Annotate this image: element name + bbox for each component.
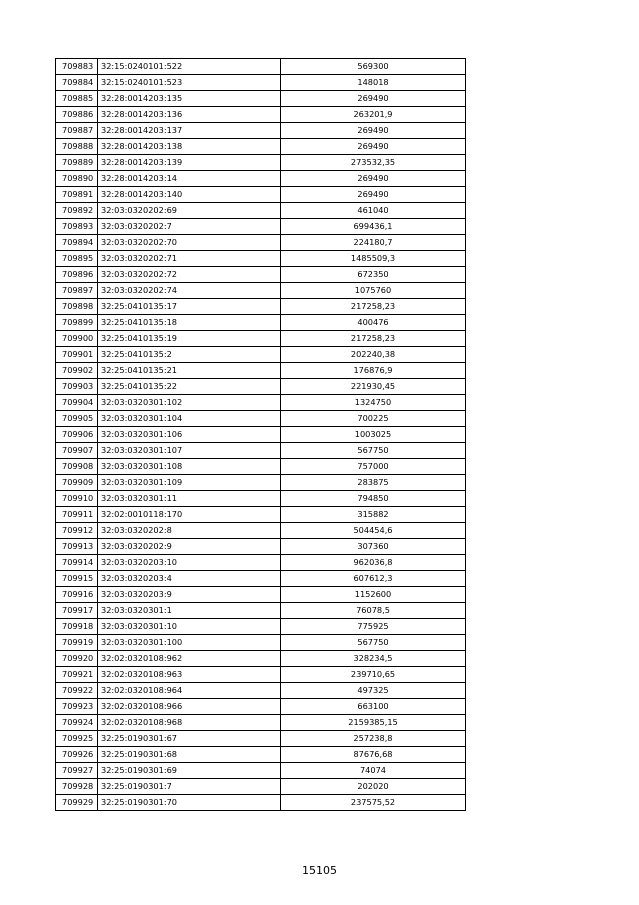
cadastral-number-cell: 32:15:0240101:523: [98, 75, 281, 91]
row-id-cell: 709922: [56, 683, 98, 699]
cadastral-number-cell: 32:02:0320108:964: [98, 683, 281, 699]
table-row: [56, 347, 466, 363]
cadastral-number-cell: 32:03:0320202:70: [98, 235, 281, 251]
table-row: [56, 139, 466, 155]
row-id-cell: 709929: [56, 795, 98, 811]
table-row: [56, 395, 466, 411]
value-cell: 2159385,15: [281, 715, 466, 731]
cadastral-number-cell: 32:25:0410135:21: [98, 363, 281, 379]
cadastral-number-cell: 32:25:0190301:70: [98, 795, 281, 811]
table-row: [56, 523, 466, 539]
cadastral-number-cell: 32:02:0320108:962: [98, 651, 281, 667]
table-row: [56, 699, 466, 715]
cadastral-number-cell: 32:03:0320202:9: [98, 539, 281, 555]
value-cell: 237575,52: [281, 795, 466, 811]
cadastral-number-cell: 32:03:0320202:74: [98, 283, 281, 299]
cadastral-number-cell: 32:03:0320202:7: [98, 219, 281, 235]
table-row: [56, 619, 466, 635]
row-id-cell: 709887: [56, 123, 98, 139]
table-row: [56, 315, 466, 331]
row-id-cell: 709904: [56, 395, 98, 411]
row-id-cell: 709899: [56, 315, 98, 331]
row-id-cell: 709907: [56, 443, 98, 459]
value-cell: 269490: [281, 91, 466, 107]
row-id-cell: 709886: [56, 107, 98, 123]
value-cell: 962036,8: [281, 555, 466, 571]
table-row: [56, 251, 466, 267]
value-cell: 269490: [281, 123, 466, 139]
table-row: [56, 571, 466, 587]
table-row: [56, 443, 466, 459]
cadastral-number-cell: 32:03:0320301:106: [98, 427, 281, 443]
value-cell: 148018: [281, 75, 466, 91]
row-id-cell: 709896: [56, 267, 98, 283]
table-row: [56, 187, 466, 203]
row-id-cell: 709891: [56, 187, 98, 203]
cadastral-number-cell: 32:25:0190301:68: [98, 747, 281, 763]
table-row: [56, 75, 466, 91]
cadastral-number-cell: 32:25:0410135:17: [98, 299, 281, 315]
cadastral-number-cell: 32:25:0410135:22: [98, 379, 281, 395]
table-row: [56, 779, 466, 795]
table-row: [56, 635, 466, 651]
row-id-cell: 709915: [56, 571, 98, 587]
table-row: [56, 283, 466, 299]
cadastral-number-cell: 32:02:0320108:968: [98, 715, 281, 731]
cadastral-number-cell: 32:03:0320203:10: [98, 555, 281, 571]
page-number: 15105: [302, 864, 337, 877]
value-cell: 239710,65: [281, 667, 466, 683]
table-row: [56, 411, 466, 427]
cadastral-number-cell: 32:03:0320203:9: [98, 587, 281, 603]
table-row: [56, 715, 466, 731]
value-cell: 74074: [281, 763, 466, 779]
value-cell: 202240,38: [281, 347, 466, 363]
cadastral-number-cell: 32:28:0014203:137: [98, 123, 281, 139]
value-cell: 504454,6: [281, 523, 466, 539]
cadastral-number-cell: 32:15:0240101:522: [98, 59, 281, 75]
value-cell: 794850: [281, 491, 466, 507]
row-id-cell: 709888: [56, 139, 98, 155]
value-cell: 461040: [281, 203, 466, 219]
row-id-cell: 709895: [56, 251, 98, 267]
table-row: [56, 235, 466, 251]
cadastral-number-cell: 32:03:0320202:8: [98, 523, 281, 539]
value-cell: 757000: [281, 459, 466, 475]
table-row: [56, 219, 466, 235]
cadastral-number-cell: 32:28:0014203:140: [98, 187, 281, 203]
row-id-cell: 709901: [56, 347, 98, 363]
value-cell: 217258,23: [281, 299, 466, 315]
value-cell: 328234,5: [281, 651, 466, 667]
value-cell: 672350: [281, 267, 466, 283]
cadastral-number-cell: 32:28:0014203:139: [98, 155, 281, 171]
row-id-cell: 709923: [56, 699, 98, 715]
row-id-cell: 709924: [56, 715, 98, 731]
value-cell: 567750: [281, 635, 466, 651]
table-row: [56, 59, 466, 75]
row-id-cell: 709892: [56, 203, 98, 219]
table-body: [56, 59, 466, 811]
cadastral-number-cell: 32:03:0320301:108: [98, 459, 281, 475]
row-id-cell: 709910: [56, 491, 98, 507]
table-row: [56, 299, 466, 315]
row-id-cell: 709897: [56, 283, 98, 299]
cadastral-number-cell: 32:25:0190301:67: [98, 731, 281, 747]
row-id-cell: 709917: [56, 603, 98, 619]
value-cell: 699436,1: [281, 219, 466, 235]
value-cell: 76078,5: [281, 603, 466, 619]
table-row: [56, 267, 466, 283]
table-row: [56, 555, 466, 571]
row-id-cell: 709890: [56, 171, 98, 187]
table-row: [56, 107, 466, 123]
table-row: [56, 667, 466, 683]
table-row: [56, 475, 466, 491]
value-cell: 273532,35: [281, 155, 466, 171]
table-row: [56, 491, 466, 507]
value-cell: 176876,9: [281, 363, 466, 379]
value-cell: 1003025: [281, 427, 466, 443]
table-row: [56, 155, 466, 171]
row-id-cell: 709906: [56, 427, 98, 443]
cadastral-number-cell: 32:03:0320301:104: [98, 411, 281, 427]
cadastral-number-cell: 32:25:0190301:7: [98, 779, 281, 795]
table-row: [56, 587, 466, 603]
table-row: [56, 379, 466, 395]
cadastral-number-cell: 32:25:0190301:69: [98, 763, 281, 779]
row-id-cell: 709893: [56, 219, 98, 235]
table-row: [56, 795, 466, 811]
cadastral-number-cell: 32:03:0320301:11: [98, 491, 281, 507]
table-row: [56, 683, 466, 699]
value-cell: 569300: [281, 59, 466, 75]
cadastral-number-cell: 32:02:0320108:963: [98, 667, 281, 683]
value-cell: 567750: [281, 443, 466, 459]
row-id-cell: 709883: [56, 59, 98, 75]
cadastral-number-cell: 32:03:0320301:107: [98, 443, 281, 459]
row-id-cell: 709927: [56, 763, 98, 779]
value-cell: 663100: [281, 699, 466, 715]
row-id-cell: 709926: [56, 747, 98, 763]
row-id-cell: 709884: [56, 75, 98, 91]
table-row: [56, 123, 466, 139]
row-id-cell: 709911: [56, 507, 98, 523]
row-id-cell: 709903: [56, 379, 98, 395]
cadastral-number-cell: 32:02:0320108:966: [98, 699, 281, 715]
value-cell: 497325: [281, 683, 466, 699]
value-cell: 607612,3: [281, 571, 466, 587]
table-row: [56, 427, 466, 443]
value-cell: 263201,9: [281, 107, 466, 123]
value-cell: 1075760: [281, 283, 466, 299]
value-cell: 1485509,3: [281, 251, 466, 267]
row-id-cell: 709914: [56, 555, 98, 571]
cadastral-number-cell: 32:03:0320202:69: [98, 203, 281, 219]
row-id-cell: 709916: [56, 587, 98, 603]
row-id-cell: 709913: [56, 539, 98, 555]
table-row: [56, 651, 466, 667]
value-cell: 400476: [281, 315, 466, 331]
table-row: [56, 763, 466, 779]
row-id-cell: 709889: [56, 155, 98, 171]
row-id-cell: 709918: [56, 619, 98, 635]
cadastral-number-cell: 32:28:0014203:136: [98, 107, 281, 123]
row-id-cell: 709908: [56, 459, 98, 475]
table-row: [56, 603, 466, 619]
table-row: [56, 171, 466, 187]
value-cell: 700225: [281, 411, 466, 427]
value-cell: 269490: [281, 171, 466, 187]
row-id-cell: 709912: [56, 523, 98, 539]
row-id-cell: 709925: [56, 731, 98, 747]
cadastral-number-cell: 32:03:0320203:4: [98, 571, 281, 587]
value-cell: 1324750: [281, 395, 466, 411]
row-id-cell: 709894: [56, 235, 98, 251]
value-cell: 87676,68: [281, 747, 466, 763]
cadastral-number-cell: 32:03:0320301:102: [98, 395, 281, 411]
row-id-cell: 709928: [56, 779, 98, 795]
row-id-cell: 709898: [56, 299, 98, 315]
value-cell: 217258,23: [281, 331, 466, 347]
cadastral-number-cell: 32:03:0320301:1: [98, 603, 281, 619]
cadastral-number-cell: 32:28:0014203:135: [98, 91, 281, 107]
cadastral-number-cell: 32:28:0014203:14: [98, 171, 281, 187]
cadastral-number-cell: 32:03:0320202:72: [98, 267, 281, 283]
table-row: [56, 731, 466, 747]
row-id-cell: 709920: [56, 651, 98, 667]
value-cell: 221930,45: [281, 379, 466, 395]
cadastral-number-cell: 32:25:0410135:18: [98, 315, 281, 331]
data-table: [55, 58, 466, 811]
value-cell: 257238,8: [281, 731, 466, 747]
value-cell: 307360: [281, 539, 466, 555]
table-row: [56, 507, 466, 523]
table-row: [56, 459, 466, 475]
cadastral-number-cell: 32:03:0320301:100: [98, 635, 281, 651]
value-cell: 283875: [281, 475, 466, 491]
row-id-cell: 709905: [56, 411, 98, 427]
row-id-cell: 709921: [56, 667, 98, 683]
value-cell: 202020: [281, 779, 466, 795]
value-cell: 1152600: [281, 587, 466, 603]
row-id-cell: 709919: [56, 635, 98, 651]
row-id-cell: 709885: [56, 91, 98, 107]
cadastral-number-cell: 32:03:0320202:71: [98, 251, 281, 267]
value-cell: 224180,7: [281, 235, 466, 251]
table-row: [56, 539, 466, 555]
row-id-cell: 709909: [56, 475, 98, 491]
value-cell: 315882: [281, 507, 466, 523]
value-cell: 269490: [281, 139, 466, 155]
cadastral-number-cell: 32:03:0320301:109: [98, 475, 281, 491]
row-id-cell: 709902: [56, 363, 98, 379]
cadastral-number-cell: 32:25:0410135:2: [98, 347, 281, 363]
cadastral-number-cell: 32:28:0014203:138: [98, 139, 281, 155]
value-cell: 269490: [281, 187, 466, 203]
cadastral-number-cell: 32:25:0410135:19: [98, 331, 281, 347]
cadastral-number-cell: 32:03:0320301:10: [98, 619, 281, 635]
row-id-cell: 709900: [56, 331, 98, 347]
table-row: [56, 203, 466, 219]
table-row: [56, 91, 466, 107]
table-row: [56, 363, 466, 379]
value-cell: 775925: [281, 619, 466, 635]
cadastral-number-cell: 32:02:0010118:170: [98, 507, 281, 523]
table-row: [56, 331, 466, 347]
table-row: [56, 747, 466, 763]
